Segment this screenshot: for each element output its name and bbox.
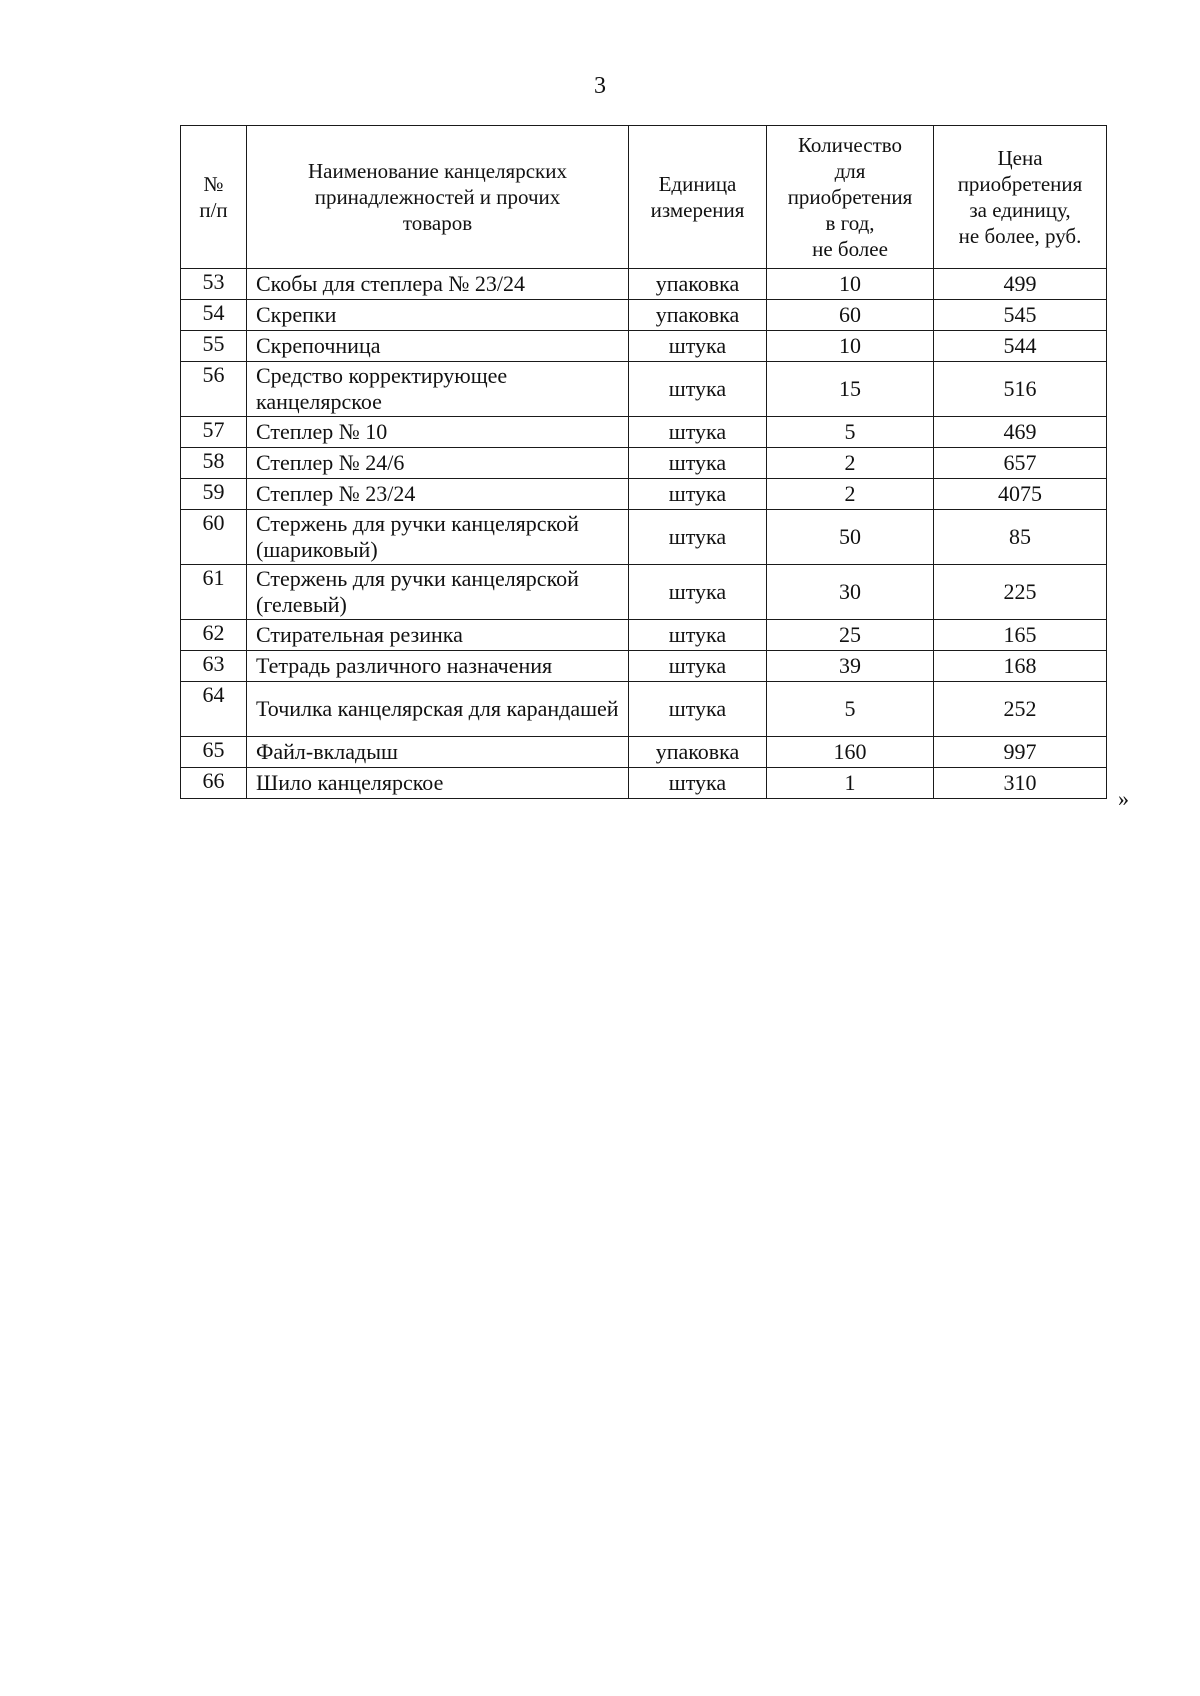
item-price: 544 [934, 331, 1107, 362]
item-unit: штука [629, 510, 767, 565]
item-price: 997 [934, 737, 1107, 768]
item-price: 252 [934, 682, 1107, 737]
item-unit: штука [629, 565, 767, 620]
item-quantity: 50 [767, 510, 934, 565]
item-price: 657 [934, 448, 1107, 479]
item-unit: штука [629, 448, 767, 479]
row-number: 66 [181, 768, 247, 799]
item-unit: штука [629, 331, 767, 362]
header-number [181, 126, 247, 269]
item-name: Тетрадь различного назначения [247, 651, 629, 682]
item-name: Степлер № 24/6 [247, 448, 629, 479]
header-price [934, 126, 1107, 269]
item-price: 85 [934, 510, 1107, 565]
item-quantity: 10 [767, 331, 934, 362]
row-number: 56 [181, 362, 247, 417]
table-row [181, 682, 1107, 737]
table-row [181, 331, 1107, 362]
item-quantity: 1 [767, 768, 934, 799]
row-number: 62 [181, 620, 247, 651]
item-quantity: 39 [767, 651, 934, 682]
row-number: 61 [181, 565, 247, 620]
item-price: 499 [934, 269, 1107, 300]
item-quantity: 10 [767, 269, 934, 300]
item-quantity: 15 [767, 362, 934, 417]
row-number: 55 [181, 331, 247, 362]
header-name-text: Наименование канцелярских принадлежностей и прочих товаров [308, 159, 567, 235]
item-name: Скрепки [247, 300, 629, 331]
item-name: Шило канцелярское [247, 768, 629, 799]
item-name: Средство корректирующее канцелярское [247, 362, 629, 417]
item-unit: упаковка [629, 269, 767, 300]
table-row [181, 362, 1107, 417]
row-number: 59 [181, 479, 247, 510]
item-unit: штука [629, 620, 767, 651]
row-number: 63 [181, 651, 247, 682]
row-number: 64 [181, 682, 247, 737]
header-name [247, 126, 629, 269]
header-number-text: № п/п [199, 172, 228, 222]
item-quantity: 2 [767, 479, 934, 510]
table-row [181, 269, 1107, 300]
item-unit: штука [629, 479, 767, 510]
header-row [181, 126, 1107, 269]
row-number: 58 [181, 448, 247, 479]
item-quantity: 5 [767, 417, 934, 448]
table-row [181, 651, 1107, 682]
item-price: 168 [934, 651, 1107, 682]
table-row [181, 565, 1107, 620]
item-price: 310 [934, 768, 1107, 799]
row-number: 60 [181, 510, 247, 565]
item-quantity: 30 [767, 565, 934, 620]
item-name: Скобы для степлера № 23/24 [247, 269, 629, 300]
closing-quote: » [1118, 786, 1129, 811]
item-name: Степлер № 10 [247, 417, 629, 448]
item-quantity: 5 [767, 682, 934, 737]
header-unit [629, 126, 767, 269]
item-price: 545 [934, 300, 1107, 331]
header-price-text: Цена приобретения за единицу, не более, руб. [957, 146, 1083, 248]
stationery-price-table [180, 125, 1107, 799]
item-price: 469 [934, 417, 1107, 448]
item-unit: упаковка [629, 300, 767, 331]
table-row [181, 479, 1107, 510]
item-unit: штука [629, 682, 767, 737]
table-row [181, 768, 1107, 799]
table-header [181, 126, 1107, 269]
table-row [181, 448, 1107, 479]
table-row [181, 737, 1107, 768]
item-unit: штука [629, 362, 767, 417]
item-name: Стирательная резинка [247, 620, 629, 651]
item-quantity: 2 [767, 448, 934, 479]
item-name: Степлер № 23/24 [247, 479, 629, 510]
item-name: Точилка канцелярская для карандашей [247, 682, 629, 737]
item-price: 516 [934, 362, 1107, 417]
table-row [181, 300, 1107, 331]
item-price: 4075 [934, 479, 1107, 510]
header-quantity [767, 126, 934, 269]
table-row [181, 417, 1107, 448]
header-quantity-text: Количество для приобретения в год, не более [787, 133, 913, 261]
row-number: 53 [181, 269, 247, 300]
item-name: Стержень для ручки канцелярской (гелевый) [247, 565, 629, 620]
item-name: Скрепочница [247, 331, 629, 362]
table-row [181, 510, 1107, 565]
page-number: 3 [594, 73, 606, 99]
item-unit: штука [629, 651, 767, 682]
table-body [181, 269, 1107, 799]
item-unit: штука [629, 768, 767, 799]
item-name: Стержень для ручки канцелярской (шариковый) [247, 510, 629, 565]
item-name: Файл-вкладыш [247, 737, 629, 768]
row-number: 65 [181, 737, 247, 768]
item-quantity: 160 [767, 737, 934, 768]
table-row [181, 620, 1107, 651]
header-unit-text: Единица измерения [650, 172, 745, 222]
row-number: 54 [181, 300, 247, 331]
item-quantity: 25 [767, 620, 934, 651]
item-quantity: 60 [767, 300, 934, 331]
item-unit: штука [629, 417, 767, 448]
item-price: 165 [934, 620, 1107, 651]
row-number: 57 [181, 417, 247, 448]
item-unit: упаковка [629, 737, 767, 768]
item-price: 225 [934, 565, 1107, 620]
